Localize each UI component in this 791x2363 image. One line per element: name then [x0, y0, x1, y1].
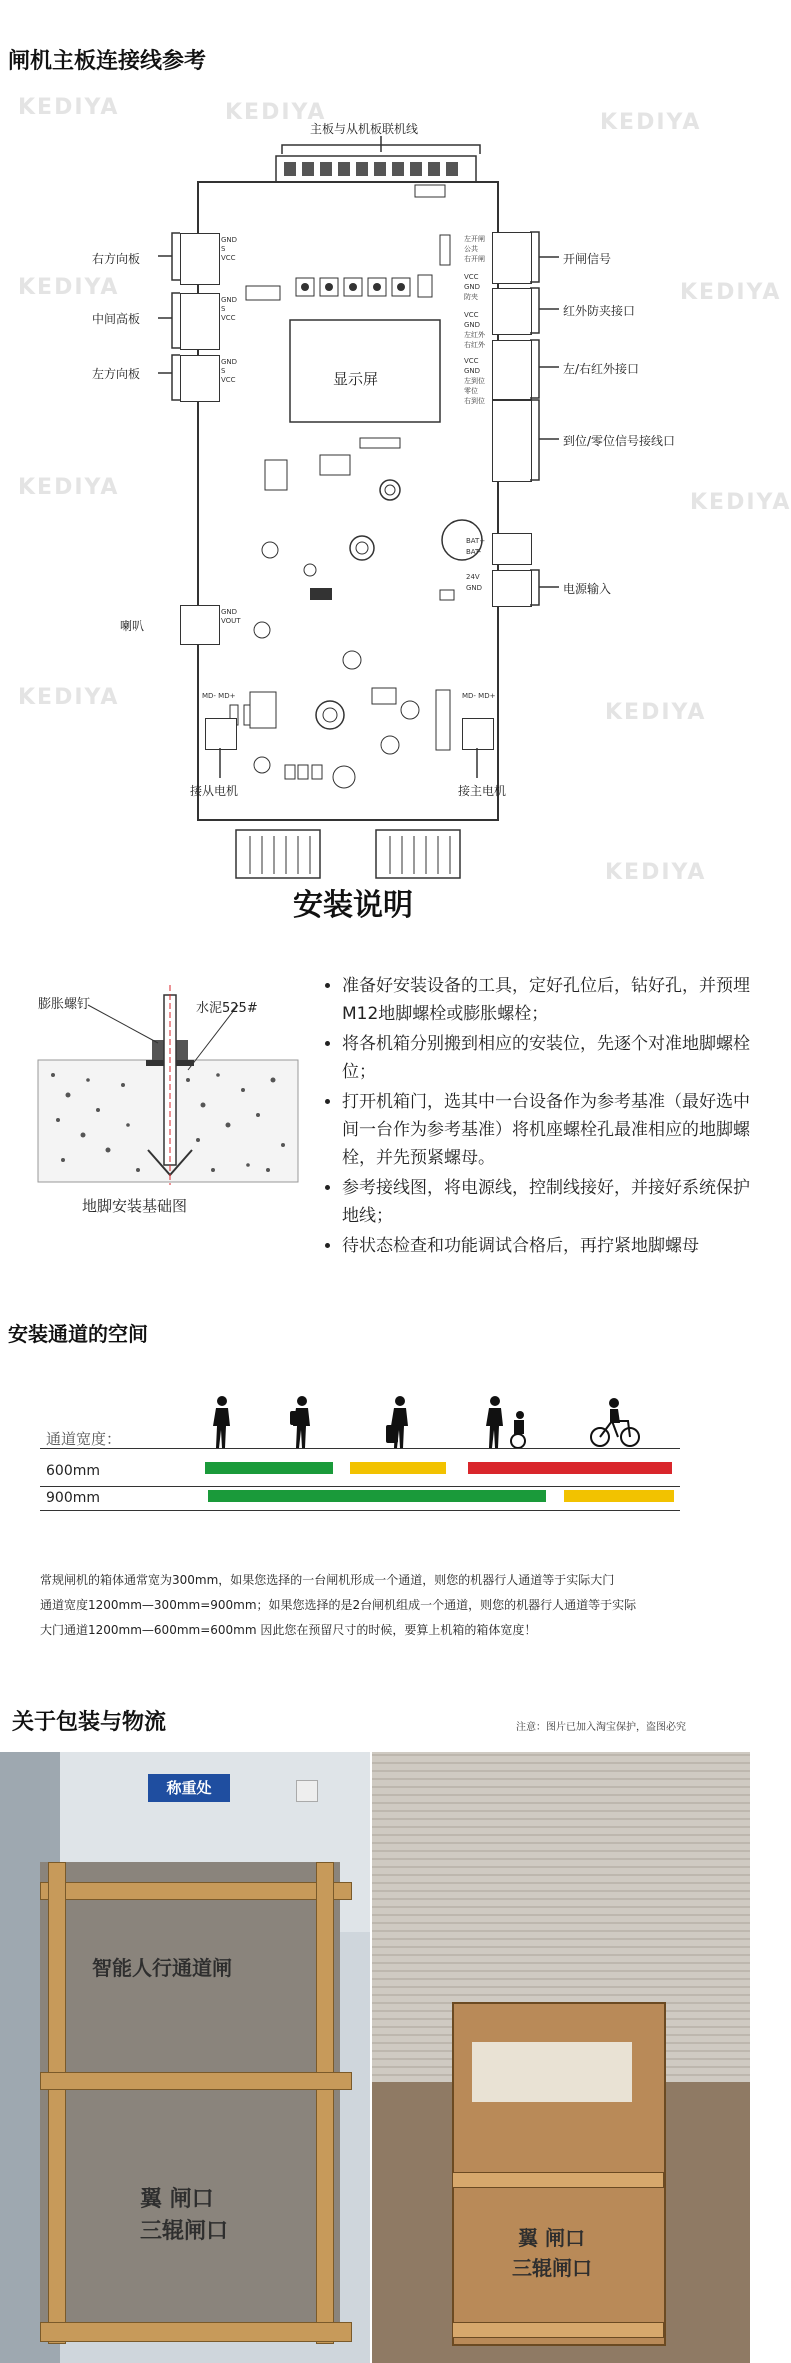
bar-600-green	[205, 1462, 333, 1474]
weighing-sign: 称重处	[148, 1774, 230, 1802]
left-brackets	[140, 230, 185, 410]
label-slave-motor: 接从电机	[190, 784, 239, 798]
install-step: • 参考接线图，将电源线，控制线接好，并接好系统保护地线；	[342, 1174, 752, 1230]
connector-speaker	[180, 605, 220, 645]
power-pin-labels: BAT+ BAT- 24V GND	[466, 537, 486, 592]
watermark: KEDIYA	[18, 475, 120, 500]
bar-600-red	[468, 1462, 672, 1474]
watermark: KEDIYA	[600, 110, 702, 135]
connector-bat	[492, 533, 532, 565]
display-label: 显示屏	[333, 370, 379, 388]
label-expansion-bolt: 膨胀螺钉	[38, 997, 91, 1012]
install-step: • 准备好安装设备的工具，定好孔位后，钻好孔，并预埋M12地脚螺栓或膨胀螺栓；	[342, 972, 752, 1028]
label-master-motor: 接主电机	[458, 784, 507, 798]
package-photo-1	[0, 1752, 370, 2363]
label-power-input: 电源输入	[563, 582, 612, 596]
bottom-leader-lines	[210, 748, 510, 782]
connector-slave-motor	[205, 718, 237, 750]
label-infrared-anti-pinch: 红外防夹接口	[563, 304, 636, 318]
box-text: 翼 闸口	[518, 2226, 585, 2250]
watermark: KEDIYA	[18, 95, 120, 120]
speaker-pin-labels: GND VOUT	[221, 608, 241, 625]
bar-900-yellow	[564, 1490, 674, 1502]
watermark: KEDIYA	[18, 685, 120, 710]
connector-open-signal	[492, 232, 532, 284]
watermark: KEDIYA	[225, 100, 327, 125]
pedestrian-pictograms	[200, 1395, 650, 1450]
connector-left-right-infrared	[492, 340, 532, 400]
motor-pins-right: MD- MD+	[462, 692, 496, 700]
connector-power-input	[492, 570, 532, 607]
bar-900-green	[208, 1490, 546, 1502]
watermark: KEDIYA	[605, 860, 707, 885]
label-cement: 水泥525#	[196, 1001, 258, 1016]
right-pin-labels: 左开闸 公共 右开闸 VCC GND 防夹 VCC GND 左红外 右红外 VCC GND 左到位 零位 右到位	[464, 235, 485, 405]
row-900-label: 900mm	[46, 1490, 100, 1506]
foundation-caption: 地脚安装基础图	[82, 1197, 188, 1215]
label-right-direction-board: 右方向板	[92, 252, 141, 266]
space-section-title: 安装通道的空间	[8, 1322, 148, 1346]
left-pin-labels: GND S VCC	[221, 358, 238, 384]
right-brackets	[527, 228, 563, 613]
connector-right-direction-board	[180, 233, 220, 285]
label-left-direction-board: 左方向板	[92, 367, 141, 381]
copyright-note: 注意：图片已加入淘宝保护，盗图必究	[516, 1722, 686, 1733]
install-step: • 待状态检查和功能调试合格后，再拧紧地脚螺母	[342, 1232, 752, 1260]
connector-left-direction-board	[180, 355, 220, 402]
connector-position-signal	[492, 400, 532, 482]
package-section-title: 关于包装与物流	[12, 1710, 167, 1735]
install-bullets	[320, 972, 752, 1262]
channel-line	[40, 1510, 680, 1511]
channel-line	[40, 1448, 680, 1449]
left-pin-labels: GND S VCC	[221, 236, 238, 262]
install-step: • 将各机箱分别搬到相应的安装位，先逐个对准地脚螺栓位；	[342, 1030, 752, 1086]
install-section-title: 安装说明	[293, 888, 413, 923]
motor-pins-left: MD- MD+	[202, 692, 236, 700]
box-text: 智能人行通道闸	[92, 1956, 232, 1980]
board-section-title: 闸机主板连接线参考	[8, 49, 207, 74]
board-diagram	[0, 130, 750, 810]
connector-master-motor	[462, 718, 494, 750]
left-pin-labels: GND S VCC	[221, 296, 238, 322]
channel-line	[40, 1486, 680, 1487]
channel-width-label: 通道宽度：	[46, 1430, 122, 1448]
watermark: KEDIYA	[680, 280, 782, 305]
box-text: 三辊闸口	[512, 2256, 592, 2280]
box-text: 三辊闸口	[140, 2219, 229, 2244]
label-middle-board: 中间高板	[92, 312, 141, 326]
box-text: 翼 闸口	[140, 2187, 214, 2212]
watermark: KEDIYA	[605, 700, 707, 725]
label-open-signal: 开闸信号	[563, 252, 612, 266]
space-paragraph: 常规闸机的箱体通常宽为300mm，如果您选择的一台闸机形成一个通道，则您的机器行人通道等于实际大门 通道宽度1200mm—300mm=900mm；如果您选择的是2台闸机组成一个通道，则您的机器行人通道等于实际 大门通道1200mm—600mm=600mm 因此您在预留尺寸的时候，要算上机箱的箱体宽度！	[40, 1573, 637, 1637]
top-connector-label: 主板与从机板联机线	[310, 122, 419, 136]
label-position-signal: 到位/零位信号接线口	[563, 434, 676, 448]
connector-middle-board	[180, 293, 220, 350]
connector-infrared-anti-pinch	[492, 288, 532, 335]
install-step: • 打开机箱门，选其中一台设备作为参考基准（最好选中间一台作为参考基准）将机座螺栓孔最准相应的地脚螺栓，并先预紧螺母。	[342, 1088, 752, 1172]
watermark: KEDIYA	[18, 275, 120, 300]
foundation-diagram	[28, 985, 318, 1215]
package-photo-2	[372, 1752, 750, 2363]
label-left-right-infrared: 左/右红外接口	[563, 362, 640, 376]
label-speaker: 喇叭	[120, 619, 145, 633]
watermark: KEDIYA	[690, 490, 791, 515]
row-600-label: 600mm	[46, 1463, 100, 1479]
bar-600-yellow	[350, 1462, 446, 1474]
